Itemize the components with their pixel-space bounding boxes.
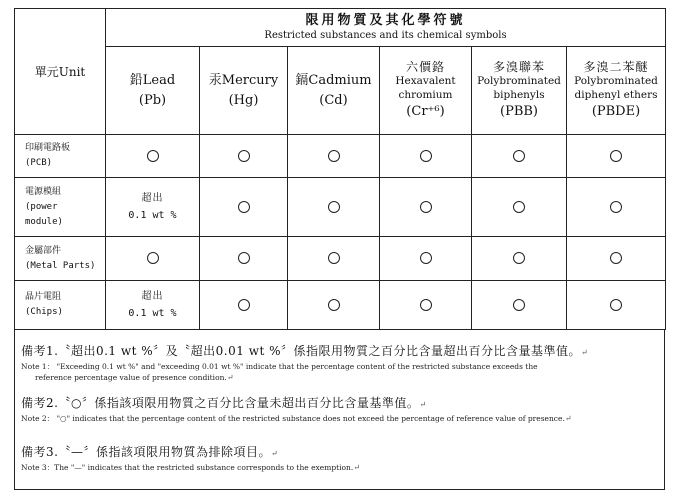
- circle-icon: [328, 299, 340, 311]
- cell-chips-cadmium: [288, 281, 380, 330]
- circle-icon: [420, 252, 432, 264]
- cell-pcb-pbde: [567, 135, 666, 178]
- cell-chips-pbb: [472, 281, 567, 330]
- circle-icon: [328, 252, 340, 264]
- cell-chips-lead: [106, 281, 200, 330]
- circle-icon: [610, 150, 622, 162]
- row-label-metal-parts: 金屬部件 (Metal Parts): [15, 237, 106, 281]
- note-2-en: Note 2： "○" indicates that the percentage content of the restricted substance does not exceed the percentage of reference value of presence.↵: [21, 414, 572, 423]
- cell-metal-parts-pbb: [472, 237, 567, 281]
- unit-label: 單元Unit: [34, 65, 86, 79]
- circle-icon: [238, 252, 250, 264]
- cell-chips-chromium: [380, 281, 472, 330]
- circle-icon: [513, 201, 525, 213]
- table-row-chips: [15, 281, 666, 330]
- cell-power-module-cadmium: [288, 178, 380, 237]
- table-row-power-module: [15, 178, 666, 237]
- cell-metal-parts-cadmium: [288, 237, 380, 281]
- cell-pcb-chromium: [380, 135, 472, 178]
- title-cell: [106, 9, 666, 47]
- circle-icon: [238, 299, 250, 311]
- circle-icon: [513, 299, 525, 311]
- col-header-pbde: 多溴二苯醚 Polybrominated diphenyl ethers (PBDE): [567, 47, 666, 135]
- col-header-lead: 鉛Lead (Pb): [106, 47, 200, 135]
- circle-icon: [147, 252, 159, 264]
- circle-icon: [328, 201, 340, 213]
- cell-pcb-mercury: [200, 135, 288, 178]
- circle-icon: [420, 150, 432, 162]
- note-3-en: Note 3：The "—" indicates that the restricted substance corresponds to the exemption.↵: [21, 463, 360, 472]
- substance-header-row: [15, 47, 666, 135]
- exceed-value: 0.1 wt %: [128, 210, 177, 221]
- exceed-value: 0.1 wt %: [128, 308, 177, 319]
- circle-icon: [420, 201, 432, 213]
- col-header-hexavalent-chromium: 六價鉻 Hexavalent chromium (Cr⁺⁶): [380, 47, 472, 135]
- cell-power-module-chromium: [380, 178, 472, 237]
- table-row-metal-parts: [15, 237, 666, 281]
- exceed-label: 超出: [141, 193, 164, 204]
- circle-icon: [328, 150, 340, 162]
- circle-icon: [238, 150, 250, 162]
- cell-pcb-cadmium: [288, 135, 380, 178]
- table-row-pcb: [15, 135, 666, 178]
- exceed-label: 超出: [141, 291, 164, 302]
- circle-icon: [420, 299, 432, 311]
- circle-icon: [238, 201, 250, 213]
- cell-power-module-mercury: [200, 178, 288, 237]
- row-label-chips: 晶片電阻 (Chips): [15, 281, 106, 330]
- cell-power-module-pbb: [472, 178, 567, 237]
- title-row: [15, 9, 666, 47]
- circle-icon: [610, 299, 622, 311]
- circle-icon: [513, 252, 525, 264]
- cell-pcb-lead: [106, 135, 200, 178]
- row-label-power-module: 電源模組 (power module): [15, 178, 106, 237]
- note-1-en: Note 1： "Exceeding 0.1 wt %" and "exceeding 0.01 wt %" indicate that the percentage content of the restricted substance exceeds the: [21, 362, 538, 371]
- cell-metal-parts-chromium: [380, 237, 472, 281]
- col-header-pbb: 多溴聯苯 Polybrominated biphenyls (PBB): [472, 47, 567, 135]
- cell-metal-parts-pbde: [567, 237, 666, 281]
- table-title-zh: 限用物質及其化學符號: [305, 13, 466, 28]
- cell-metal-parts-mercury: [200, 237, 288, 281]
- cell-chips-pbde: [567, 281, 666, 330]
- notes-box: [14, 330, 665, 490]
- cell-pcb-pbb: [472, 135, 567, 178]
- circle-icon: [147, 150, 159, 162]
- cell-power-module-pbde: [567, 178, 666, 237]
- circle-icon: [610, 252, 622, 264]
- note-2-zh: 備考2.〝○〞係指該項限用物質之百分比含量未超出百分比含量基準值。↵: [21, 396, 427, 410]
- cell-chips-mercury: [200, 281, 288, 330]
- row-label-pcb: 印刷電路板 (PCB): [15, 135, 106, 178]
- col-header-cadmium: 鎘Cadmium (Cd): [288, 47, 380, 135]
- unit-header-cell: [15, 9, 106, 135]
- circle-icon: [513, 150, 525, 162]
- note-1-zh: 備考1.〝超出0.1 wt %〞及〝超出0.01 wt %〞係指限用物質之百分比含量超出百分比含量基準值。↵: [21, 344, 589, 358]
- circle-icon: [610, 201, 622, 213]
- cell-metal-parts-lead: [106, 237, 200, 281]
- table-title-en: Restricted substances and its chemical symbols: [264, 30, 507, 41]
- note-3-zh: 備考3.〝—〞係指該項限用物質為排除項目。↵: [21, 445, 279, 459]
- note-1-en-cont: reference percentage value of presence condition.↵: [35, 373, 234, 382]
- col-header-mercury: 汞Mercury (Hg): [200, 47, 288, 135]
- cell-power-module-lead: [106, 178, 200, 237]
- restricted-substances-table: [14, 8, 666, 330]
